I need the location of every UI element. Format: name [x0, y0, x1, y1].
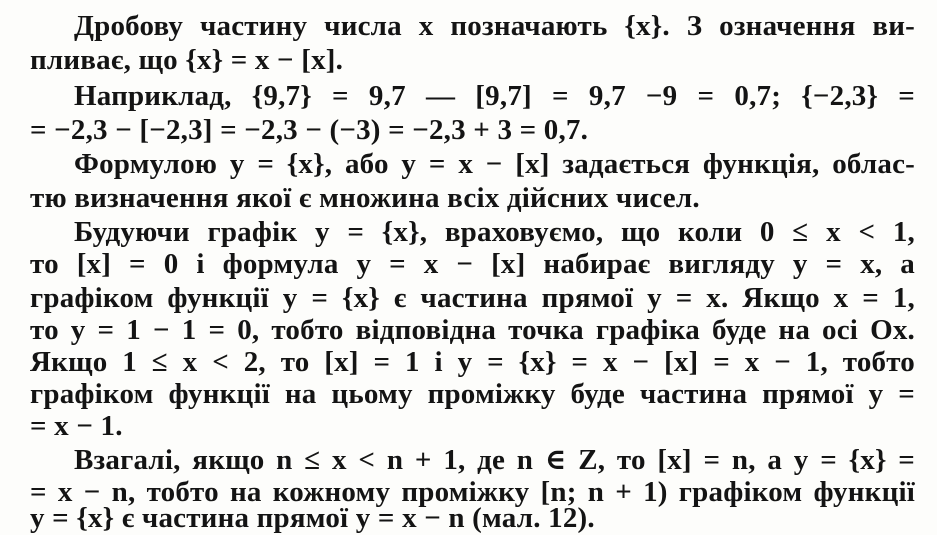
paragraph-4-line-2	[0, 248, 937, 280]
text-line: Будуючи графік y = {x}, враховуємо, що коли 0 ≤ x < 1,	[74, 216, 915, 248]
paragraph-5-line-1	[0, 444, 937, 476]
paragraph-4-line-1	[0, 216, 937, 248]
text-line: = x − n, тобто на кожному проміжку [n; n + 1) графіком функції	[30, 476, 915, 508]
paragraph-1-line-1	[0, 10, 937, 42]
text-line: = x − 1.	[30, 410, 123, 442]
paragraph-4-line-6	[0, 378, 937, 410]
text-line: Наприклад, {9,7} = 9,7 — [9,7] = 9,7 −9 = 0,7; {−2,3} =	[74, 80, 915, 112]
text-line: = −2,3 − [−2,3] = −2,3 − (−3) = −2,3 + 3 = 0,7.	[30, 114, 589, 146]
text-line: графіком функції y = {x} є частина прямої y = x. Якщо x = 1,	[30, 282, 915, 314]
paragraph-2-line-2	[0, 114, 937, 146]
paragraph-4-line-4	[0, 314, 937, 346]
text-line: пливає, що {x} = x − [x].	[30, 44, 344, 76]
text-line: y = {x} є частина прямої y = x − n (мал. 12).	[30, 502, 595, 534]
paragraph-4-line-7	[0, 410, 937, 442]
paragraph-4-line-5	[0, 346, 937, 378]
text-line: тю визначення якої є множина всіх дійсних чисел.	[30, 182, 700, 214]
text-line: Дробову частину числа x позначають {x}. З означення ви-	[74, 10, 915, 42]
paragraph-4-line-3	[0, 282, 937, 314]
text-line: Формулою y = {x}, або y = x − [x] задається функція, облас-	[74, 148, 915, 180]
paragraph-5-line-3	[0, 502, 937, 534]
paragraph-3-line-2	[0, 182, 937, 214]
paragraph-1-line-2	[0, 44, 937, 76]
paragraph-3-line-1	[0, 148, 937, 180]
text-line: то [x] = 0 і формула y = x − [x] набирає вигляду y = x, а	[30, 248, 915, 280]
text-line: то y = 1 − 1 = 0, тобто відповідна точка графіка буде на осі Ox.	[30, 314, 915, 346]
paragraph-2-line-1	[0, 80, 937, 112]
text-line: Взагалі, якщо n ≤ x < n + 1, де n ∈ Z, то [x] = n, а y = {x} =	[74, 444, 915, 476]
text-line: Якщо 1 ≤ x < 2, то [x] = 1 і y = {x} = x − [x] = x − 1, тобто	[30, 346, 915, 378]
text-line: графіком функції на цьому проміжку буде частина прямої y =	[30, 378, 915, 410]
